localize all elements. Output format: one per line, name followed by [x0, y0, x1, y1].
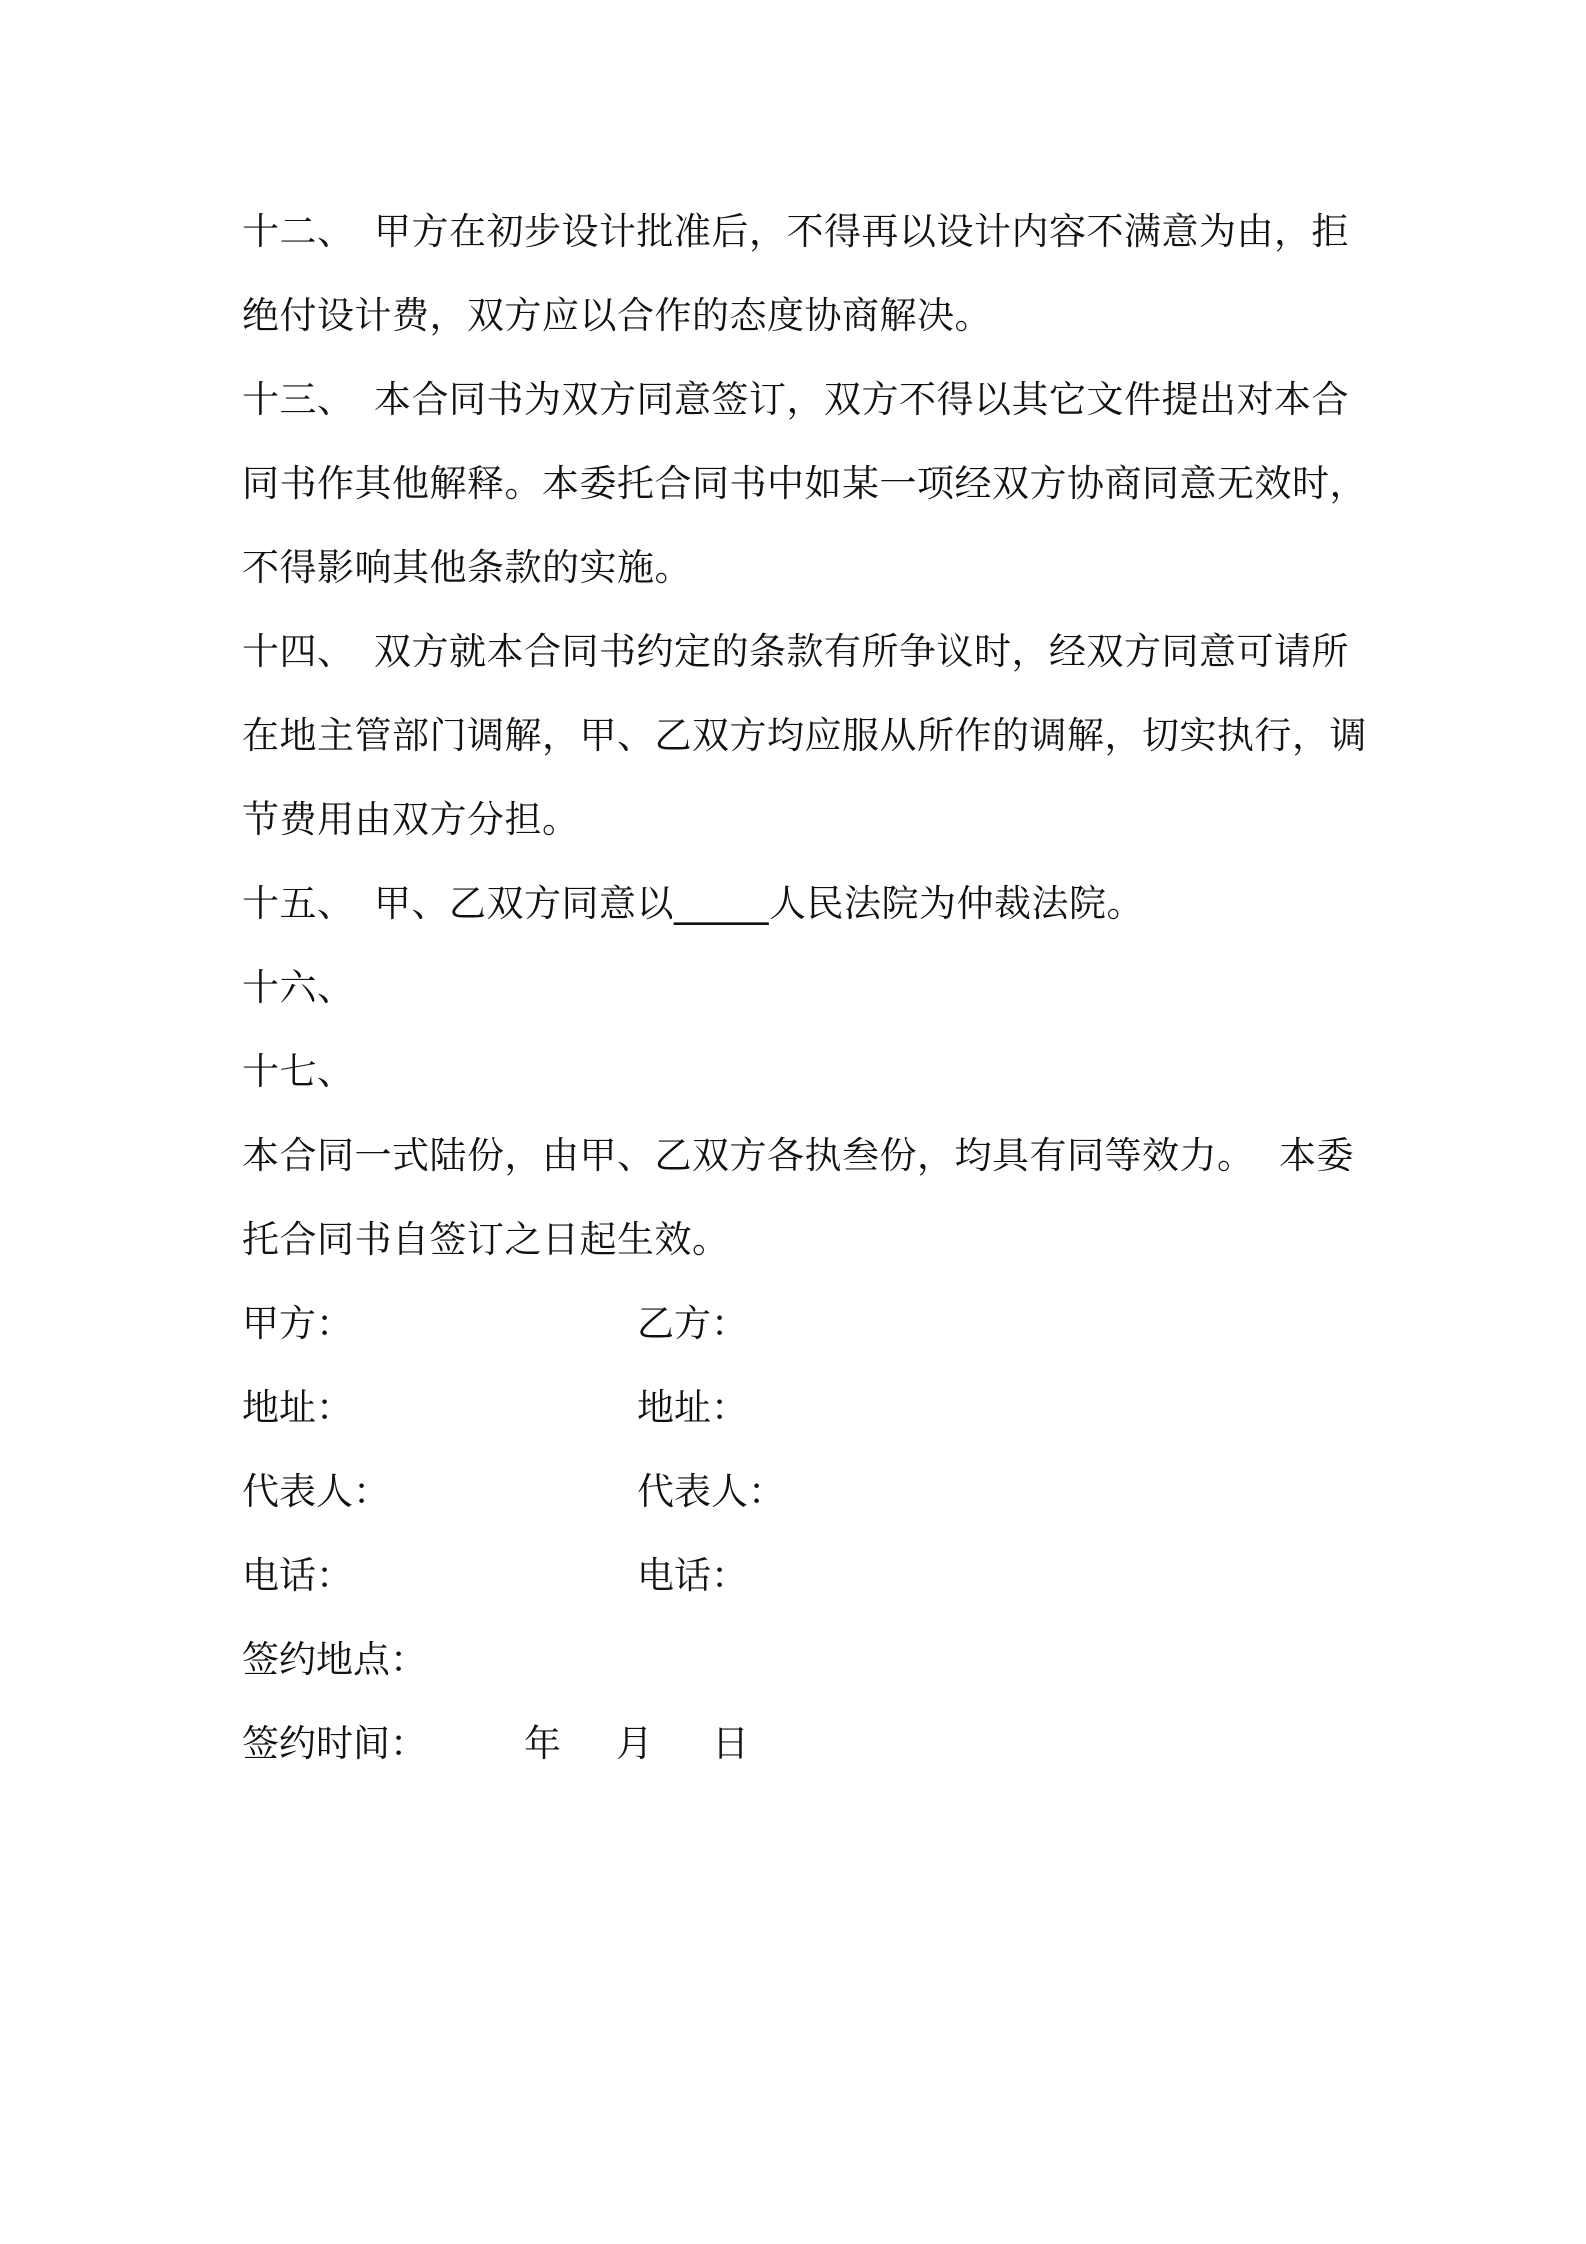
party-b-label: 乙方：	[637, 1302, 748, 1345]
party-a-phone-label: 电话：	[242, 1554, 353, 1597]
party-b-address-label: 地址：	[637, 1386, 748, 1429]
party-b-phone-label: 电话：	[637, 1554, 748, 1597]
clause-16: 十六、	[242, 966, 355, 1009]
signing-place-row	[242, 1618, 1352, 1702]
signature-address-row	[242, 1366, 1352, 1450]
clause-number: 十三、	[242, 378, 355, 421]
clause-14-line-1	[242, 610, 1352, 694]
clause-12-line-1	[242, 190, 1352, 274]
clause-15-line-1	[242, 862, 1352, 946]
clause-14-line-3: 节费用由双方分担。	[242, 798, 580, 841]
signing-time-label: 签约时间：	[242, 1722, 427, 1765]
year-label: 年	[524, 1722, 561, 1765]
party-a-representative-label: 代表人：	[242, 1470, 390, 1513]
closing-line-2: 托合同书自签订之日起生效。	[242, 1218, 730, 1261]
clause-13-line-1	[242, 358, 1352, 442]
clause-text: 本合同书为双方同意签订，双方不得以其它文件提出对本合	[374, 378, 1349, 421]
signature-representative-row	[242, 1450, 1352, 1534]
day-label: 日	[712, 1722, 749, 1765]
closing-line-1: 本合同一式陆份，由甲、乙双方各执叁份，均具有同等效力。 本委	[242, 1134, 1355, 1177]
signature-phone-row	[242, 1534, 1352, 1618]
clause-14-line-2: 在地主管部门调解，甲、乙双方均应服从所作的调解，切实执行，调	[242, 714, 1367, 757]
clause-text: 甲方在初步设计批准后，不得再以设计内容不满意为由，拒	[374, 210, 1349, 253]
month-label: 月	[616, 1722, 653, 1765]
clause-number: 十四、	[242, 630, 355, 673]
clause-13-line-3: 不得影响其他条款的实施。	[242, 546, 692, 589]
clause-text: 双方就本合同书约定的条款有所争议时，经双方同意可请所	[374, 630, 1349, 673]
signing-place-label: 签约地点：	[242, 1638, 427, 1681]
clause-17: 十七、	[242, 1050, 355, 1093]
clause-12-line-2: 绝付设计费，双方应以合作的态度协商解决。	[242, 294, 992, 337]
contract-body	[242, 190, 1367, 1786]
party-a-address-label: 地址：	[242, 1386, 353, 1429]
signature-party-row	[242, 1282, 1352, 1366]
clause-number: 十五、	[242, 882, 355, 925]
signing-time-row	[242, 1702, 1352, 1786]
clause-text: 甲、乙双方同意以_____人民法院为仲裁法院。	[374, 882, 1144, 925]
party-a-label: 甲方：	[242, 1302, 353, 1345]
clause-13-line-2: 同书作其他解释。本委托合同书中如某一项经双方协商同意无效时，	[242, 462, 1367, 505]
clause-number: 十二、	[242, 210, 355, 253]
party-b-representative-label: 代表人：	[637, 1470, 785, 1513]
